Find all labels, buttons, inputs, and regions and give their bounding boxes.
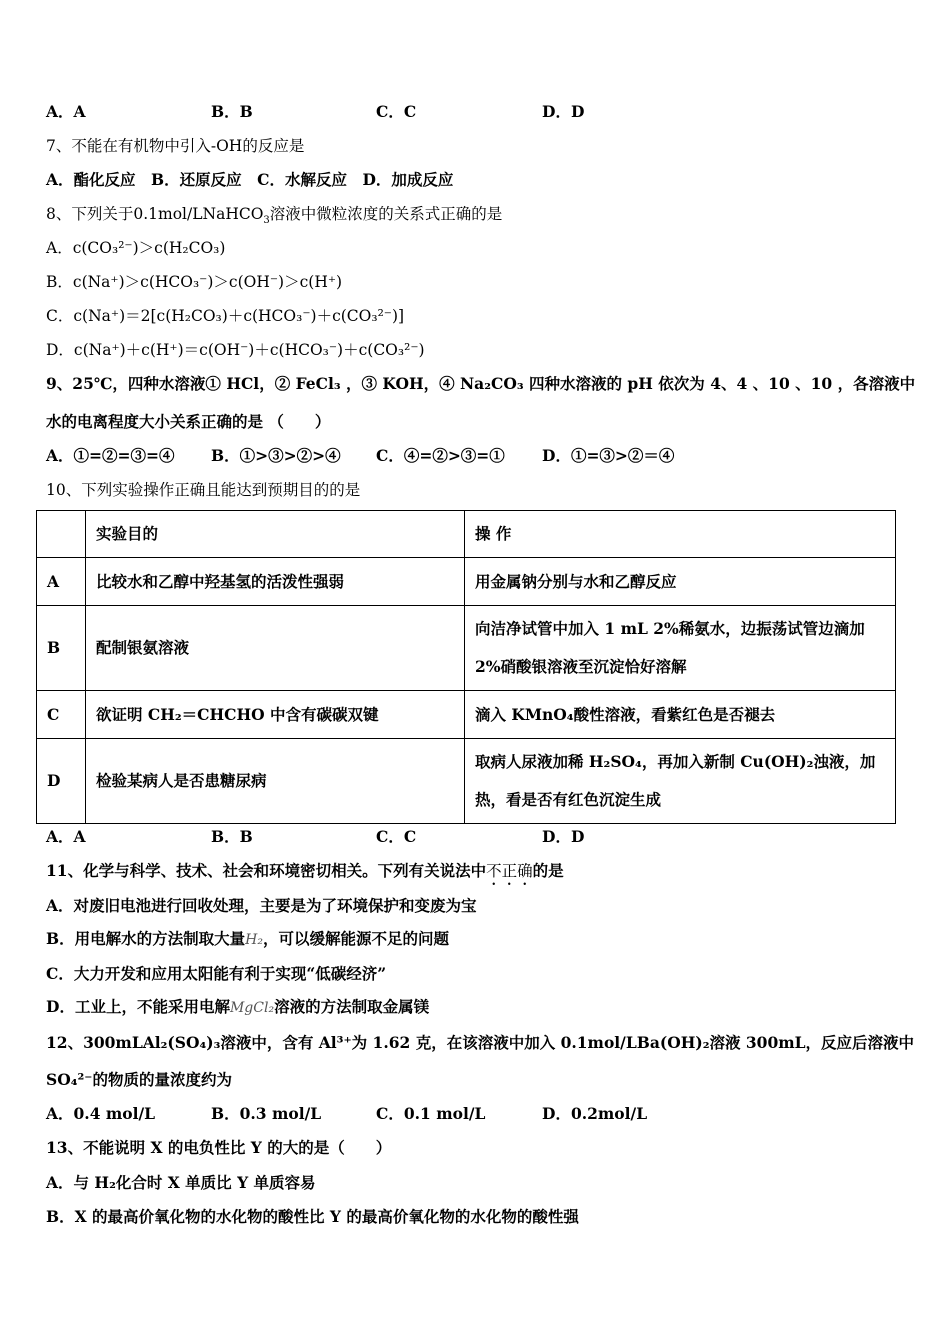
q8-stem-post: 溶液中微粒浓度的关系式正确的是 xyxy=(269,205,503,223)
row-label: B xyxy=(37,606,86,691)
q11-option-d xyxy=(46,997,429,1018)
q9-option-a: A．①=②=③=④ xyxy=(46,446,175,465)
q12-option-d: D．0.2mol/L xyxy=(542,1104,648,1123)
row-label: C xyxy=(37,691,86,739)
q10-stem: 10、下列实验操作正确且能达到预期目的的是 xyxy=(46,481,361,499)
q8-option-d: D．c(Na⁺)＋c(H⁺)＝c(OH⁻)＋c(HCO₃⁻)＋c(CO₃²⁻) xyxy=(46,341,425,359)
table-header-cell xyxy=(37,511,86,558)
q8-stem-sub: 3 xyxy=(263,215,270,227)
q11-option-d-pre: D．工业上，不能采用电解 xyxy=(46,997,230,1016)
row-label: A xyxy=(37,558,86,606)
row-operation xyxy=(465,691,896,739)
row-operation xyxy=(465,606,896,691)
row-operation-line1: 取病人尿液加稀 H₂SO₄，再加入新制 Cu(OH)₂浊液，加 xyxy=(475,752,876,771)
q11-option-b-pre: B．用电解水的方法制取大量 xyxy=(46,929,246,948)
q10-option-d: D．D xyxy=(542,827,585,846)
row-label: D xyxy=(37,739,86,824)
q11-stem-post: 的是 xyxy=(532,861,564,880)
q12-option-b: B．0.3 mol/L xyxy=(211,1104,322,1123)
q13-stem: 13、不能说明 X 的电负性比 Y 的大的是（ ） xyxy=(46,1138,392,1157)
q11-stem xyxy=(46,861,564,889)
q9-stem-line2: 水的电离程度大小关系正确的是 （ ） xyxy=(46,412,331,431)
row-operation xyxy=(465,558,896,606)
q11-option-b-math: H₂ xyxy=(245,932,263,948)
table-header-row xyxy=(37,511,896,558)
q6-option-b: B．B xyxy=(211,102,253,121)
q12-stem-line2: SO₄²⁻的物质的量浓度约为 xyxy=(46,1070,232,1089)
q12-option-c: C．0.1 mol/L xyxy=(376,1104,486,1123)
row-purpose: 欲证明 CH₂＝CHCHO 中含有碳碳双键 xyxy=(86,691,465,739)
q11-stem-pre: 11、化学与科学、技术、社会和环境密切相关。下列有关说法中 xyxy=(46,861,487,880)
q6-option-a: A．A xyxy=(46,102,86,121)
q12-option-a: A．0.4 mol/L xyxy=(46,1104,156,1123)
q12-stem-line1: 12、300mLAl₂(SO₄)₃溶液中，含有 Al³⁺为 1.62 克，在该溶液中加入 0.1mol/LBa(OH)₂溶液 300mL，反应后溶液中 xyxy=(46,1033,915,1052)
q9-option-b: B．①>③>②>④ xyxy=(211,446,341,465)
row-operation-line1: 向洁净试管中加入 1 mL 2%稀氨水，边振荡试管边滴加 xyxy=(475,619,865,638)
q11-option-b xyxy=(46,929,449,950)
q11-option-b-post: ，可以缓解能源不足的问题 xyxy=(262,929,449,948)
q11-option-c: C．大力开发和应用太阳能有利于实现“低碳经济” xyxy=(46,964,387,983)
row-operation-line2: 热，看是否有红色沉淀生成 xyxy=(475,790,662,809)
q11-option-d-math: MgCl₂ xyxy=(229,1000,275,1016)
q8-option-a: A．c(CO₃²⁻)＞c(H₂CO₃) xyxy=(46,239,226,257)
q11-option-d-post: 溶液的方法制取金属镁 xyxy=(274,997,430,1016)
table-row xyxy=(37,606,896,691)
q11-stem-emphasis: 不正确 xyxy=(486,862,533,880)
table-row xyxy=(37,691,896,739)
q8-option-b: B．c(Na⁺)＞c(HCO₃⁻)＞c(OH⁻)＞c(H⁺) xyxy=(46,273,343,291)
q13-option-b: B．X 的最高价氧化物的水化物的酸性比 Y 的最高价氧化物的水化物的酸性强 xyxy=(46,1207,579,1226)
q6-option-d: D．D xyxy=(542,102,585,121)
q9-option-c: C．④=②>③=① xyxy=(376,446,505,465)
q7-options: A．酯化反应 B．还原反应 C．水解反应 D．加成反应 xyxy=(46,170,454,189)
q9-stem-line1: 9、25℃，四种水溶液① HCl，② FeCl₃ ，③ KOH，④ Na₂CO₃ 四种水溶液的 pH 依次为 4、4 、10 、10 ，各溶液中 xyxy=(46,374,916,393)
row-purpose: 配制银氨溶液 xyxy=(86,606,465,691)
q9-option-d: D．①=③>②＝④ xyxy=(542,446,675,465)
q13-option-a: A．与 H₂化合时 X 单质比 Y 单质容易 xyxy=(46,1173,316,1192)
row-operation xyxy=(465,739,896,824)
row-operation-line1: 用金属钠分别与水和乙醇反应 xyxy=(475,571,677,591)
q7-stem: 7、不能在有机物中引入-OH的反应是 xyxy=(46,137,305,155)
q8-stem-pre: 8、下列关于0.1mol/LNaHCO xyxy=(46,205,264,223)
q10-option-c: C．C xyxy=(376,827,417,846)
q11-option-a: A．对废旧电池进行回收处理，主要是为了环境保护和变废为宝 xyxy=(46,896,477,915)
q10-option-b: B．B xyxy=(211,827,253,846)
table-row xyxy=(37,558,896,606)
q8-stem xyxy=(46,204,503,227)
row-operation-line1: 滴入 KMnO₄酸性溶液，看紫红色是否褪去 xyxy=(475,704,776,724)
experiment-table xyxy=(36,510,896,824)
table-header-purpose: 实验目的 xyxy=(86,511,465,558)
row-purpose: 比较水和乙醇中羟基氢的活泼性强弱 xyxy=(86,558,465,606)
row-operation-line2: 2%硝酸银溶液至沉淀恰好溶解 xyxy=(475,657,687,676)
q10-option-a: A．A xyxy=(46,827,86,846)
q6-option-c: C．C xyxy=(376,102,417,121)
q8-option-c: C．c(Na⁺)＝2[c(H₂CO₃)＋c(HCO₃⁻)＋c(CO₃²⁻)] xyxy=(46,307,405,325)
table-row xyxy=(37,739,896,824)
row-purpose: 检验某病人是否患糖尿病 xyxy=(86,739,465,824)
table-header-operation: 操 作 xyxy=(465,511,896,558)
